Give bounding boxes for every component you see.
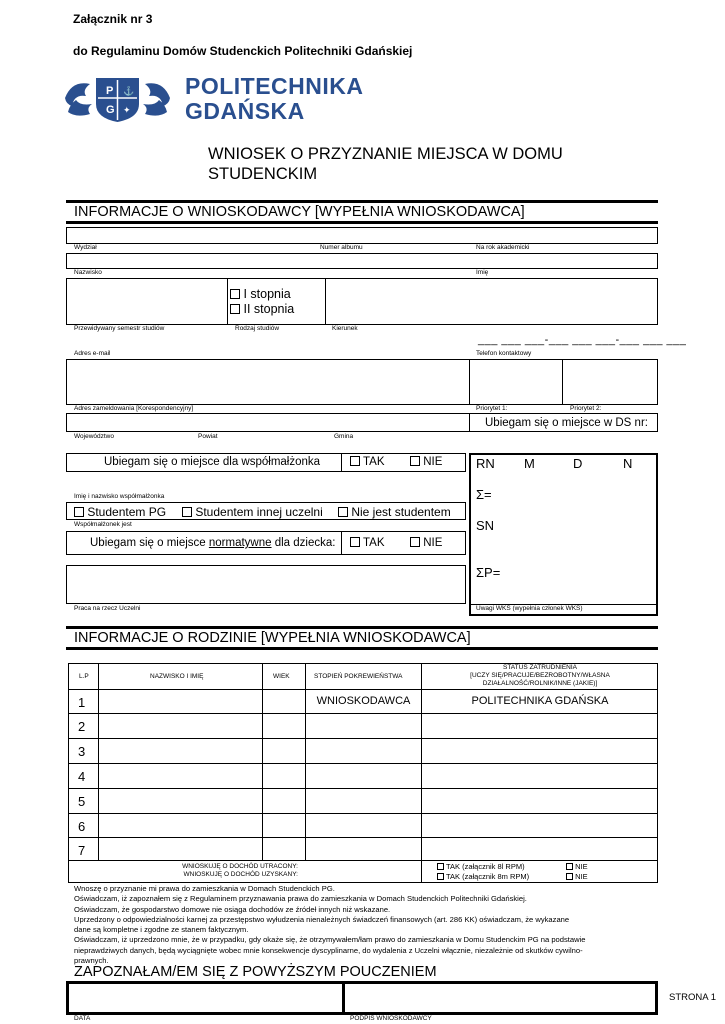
email-label: Adres e-mail — [74, 350, 111, 357]
wks-box — [469, 453, 658, 616]
spouse-none-checkbox[interactable] — [338, 507, 348, 517]
child-yes-option[interactable]: TAK — [350, 537, 385, 549]
col-relation: STOPIEŃ POKREWIEŃSTWA — [314, 673, 403, 680]
spouse-other-checkbox[interactable] — [182, 507, 192, 517]
address-field[interactable] — [66, 359, 658, 405]
spouse-opt-none[interactable]: Nie jest studentem — [338, 505, 451, 519]
svg-text:⚓: ⚓ — [123, 86, 135, 96]
study-type-label: Rodzaj studiów — [235, 325, 280, 332]
spouse-name-label: Imię i nazwisko współmałżonka — [74, 493, 165, 500]
income-gained-no[interactable]: NIE — [566, 872, 588, 882]
row-number: 6 — [78, 819, 86, 834]
county-label: Powiat — [198, 433, 218, 440]
study-block — [66, 278, 658, 325]
family-table — [68, 663, 658, 861]
row-number: 5 — [78, 794, 86, 809]
album-label: Numer albumu — [320, 244, 363, 251]
degree-second-option[interactable]: II stopnia — [230, 302, 294, 316]
signature-label: PODPIS WNIOSKODAWCY — [350, 1015, 432, 1022]
wks-notes-label: Uwagi WKS (wypełnia członek WKS) — [476, 605, 583, 612]
degree-first-checkbox[interactable] — [230, 289, 240, 299]
semester-label: Przewidywany semestr studiów — [74, 325, 165, 332]
row-number: 4 — [78, 769, 86, 784]
acknowledgement-title: ZAPOZNAŁAM/EM SIĘ Z POWYŻSZYM POUCZENIEM — [74, 964, 437, 980]
declarations: Wnoszę o przyznanie mi prawa do zamieszkania w Domach Studenckich PG. Oświadczam, iż zapoznałem się z Regulaminem przyznawania prawa do zamieszkania w Domach Studenckich Politechniki Gdańskiej. Oświadczam, że gospodarstwo domowe nie osiąga dochodów ze źródeł innych niż wskazane. Uprzedzony o odpowiedzialności karnej za przestępstwo wyłudzenia nienależnych świadczeń finansowych (art. 286 KK) oświadczam, że wykazane dane są kompletne i zgodne ze stanem faktycznym. Oświadczam, iż uprzedzono mnie, że w przypadku, gdy okaże się, że otrzymywałem/łam prawo do zamieszkania w Domu Studenckim PG na podstawie nieprawdziwych danych, będą wyciągnięte wobec mnie konsekwencje dyscyplinarne, do wydalenia z Uczelni włącznie, niezależnie od skutków cywilno- prawnych. — [74, 884, 586, 966]
priority2-label: Priorytet 2: — [570, 405, 602, 412]
degree-first-option[interactable]: I stopnia — [230, 287, 291, 301]
row-number: 3 — [78, 744, 86, 759]
wks-sump: ΣP= — [476, 565, 501, 580]
section-family-title: INFORMACJE O RODZINIE [WYPEŁNIA WNIOSKODAWCA] — [74, 630, 471, 646]
voivodeship-label: Województwo — [74, 433, 114, 440]
commune-label: Gmina — [334, 433, 354, 440]
row-number: 1 — [78, 695, 86, 710]
child-no-option[interactable]: NIE — [410, 537, 442, 549]
logo-emblem — [60, 70, 175, 125]
field-label: Kierunek — [332, 325, 358, 332]
spouse-pg-checkbox[interactable] — [74, 507, 84, 517]
income-lost-yes[interactable]: TAK (załącznik 8l RPM) — [437, 862, 525, 872]
wks-rn: RN — [476, 456, 495, 471]
regulation-reference: do Regulaminu Domów Studenckich Politechniki Gdańskiej — [73, 44, 413, 58]
row-number: 7 — [78, 843, 86, 858]
spouse-no-option[interactable]: NIE — [410, 456, 442, 468]
spouse-apply-label: Ubiegam się o miejsce dla współmałżonka — [104, 456, 321, 468]
spouse-is-label: Współmałżonek jest — [74, 521, 132, 528]
form-title: WNIOSEK O PRZYZNANIE MIEJSCA W DOMU STUDENCKIM — [208, 145, 563, 183]
priority1-label: Priorytet 1: — [476, 405, 508, 412]
child-no-checkbox[interactable] — [410, 537, 420, 547]
col-name: NAZWISKO I IMIĘ — [150, 673, 204, 680]
child-yes-checkbox[interactable] — [350, 537, 360, 547]
spouse-yes-checkbox[interactable] — [350, 456, 360, 466]
svg-text:G: G — [106, 104, 115, 116]
spouse-opt-pg[interactable]: Studentem PG — [74, 505, 166, 519]
col-lp: L.P — [79, 673, 89, 680]
faculty-label: Wydział — [74, 244, 97, 251]
col-status: STATUS ZATRUDNIENIA [UCZY SIĘ/PRACUJE/BEZROBOTNY/WŁASNA DZIAŁALNOŚĆ/ROLNIK/INNE (JAKIE)] — [470, 664, 610, 687]
logo-wordmark: POLITECHNIKA GDAŃSKA — [185, 73, 364, 124]
annex-number: Załącznik nr 3 — [73, 12, 153, 26]
faculty-field[interactable] — [66, 227, 658, 244]
surname-field[interactable] — [66, 253, 658, 269]
col-age: WIEK — [273, 673, 290, 680]
surname-label: Nazwisko — [74, 269, 102, 276]
phone-label: Telefon kontaktowy — [476, 350, 532, 357]
income-labels: WNIOSKUJĘ O DOCHÓD UTRACONY: WNIOSKUJĘ O DOCHÓD UZYSKANY: — [182, 863, 298, 878]
row-number: 2 — [78, 719, 86, 734]
income-lost-no[interactable]: NIE — [566, 862, 588, 872]
spouse-yes-option[interactable]: TAK — [350, 456, 385, 468]
svg-text:P: P — [106, 85, 114, 97]
work-label: Praca na rzecz Uczelni — [74, 605, 141, 612]
wks-n: N — [623, 456, 633, 471]
phone-mask[interactable]: ___ ___ ___-___ ___ ___-___ ___ ___ — [478, 334, 687, 346]
wks-m: M — [524, 456, 535, 471]
income-gained-yes[interactable]: TAK (załącznik 8m RPM) — [437, 872, 529, 882]
spouse-opt-other[interactable]: Studentem innej uczelni — [182, 505, 323, 519]
work-field[interactable] — [66, 565, 466, 604]
date-label: DATA — [74, 1015, 91, 1022]
wks-d: D — [573, 456, 583, 471]
row1-relation: WNIOSKODAWCA — [316, 695, 411, 707]
spouse-no-checkbox[interactable] — [410, 456, 420, 466]
child-apply-label: Ubiegam się o miejsce normatywne dla dziecka: — [90, 537, 336, 549]
degree-second-checkbox[interactable] — [230, 304, 240, 314]
svg-text:✦: ✦ — [123, 105, 131, 115]
section-applicant-title: INFORMACJE O WNIOSKODAWCY [WYPEŁNIA WNIOSKODAWCA] — [74, 204, 525, 220]
year-label: Na rok akademicki — [476, 244, 530, 251]
row1-status: POLITECHNIKA GDAŃSKA — [471, 695, 609, 707]
wks-sn: SN — [476, 518, 495, 533]
name-label: Imię — [476, 269, 489, 276]
signature-box — [66, 981, 658, 1015]
address-label: Adres zameldowania [Korespondencyjny] — [74, 405, 194, 412]
ds-apply-label: Ubiegam się o miejsce w DS nr: — [485, 417, 648, 429]
wks-sum: Σ= — [476, 487, 492, 502]
page-number: STRONA 1 — [669, 992, 716, 1003]
